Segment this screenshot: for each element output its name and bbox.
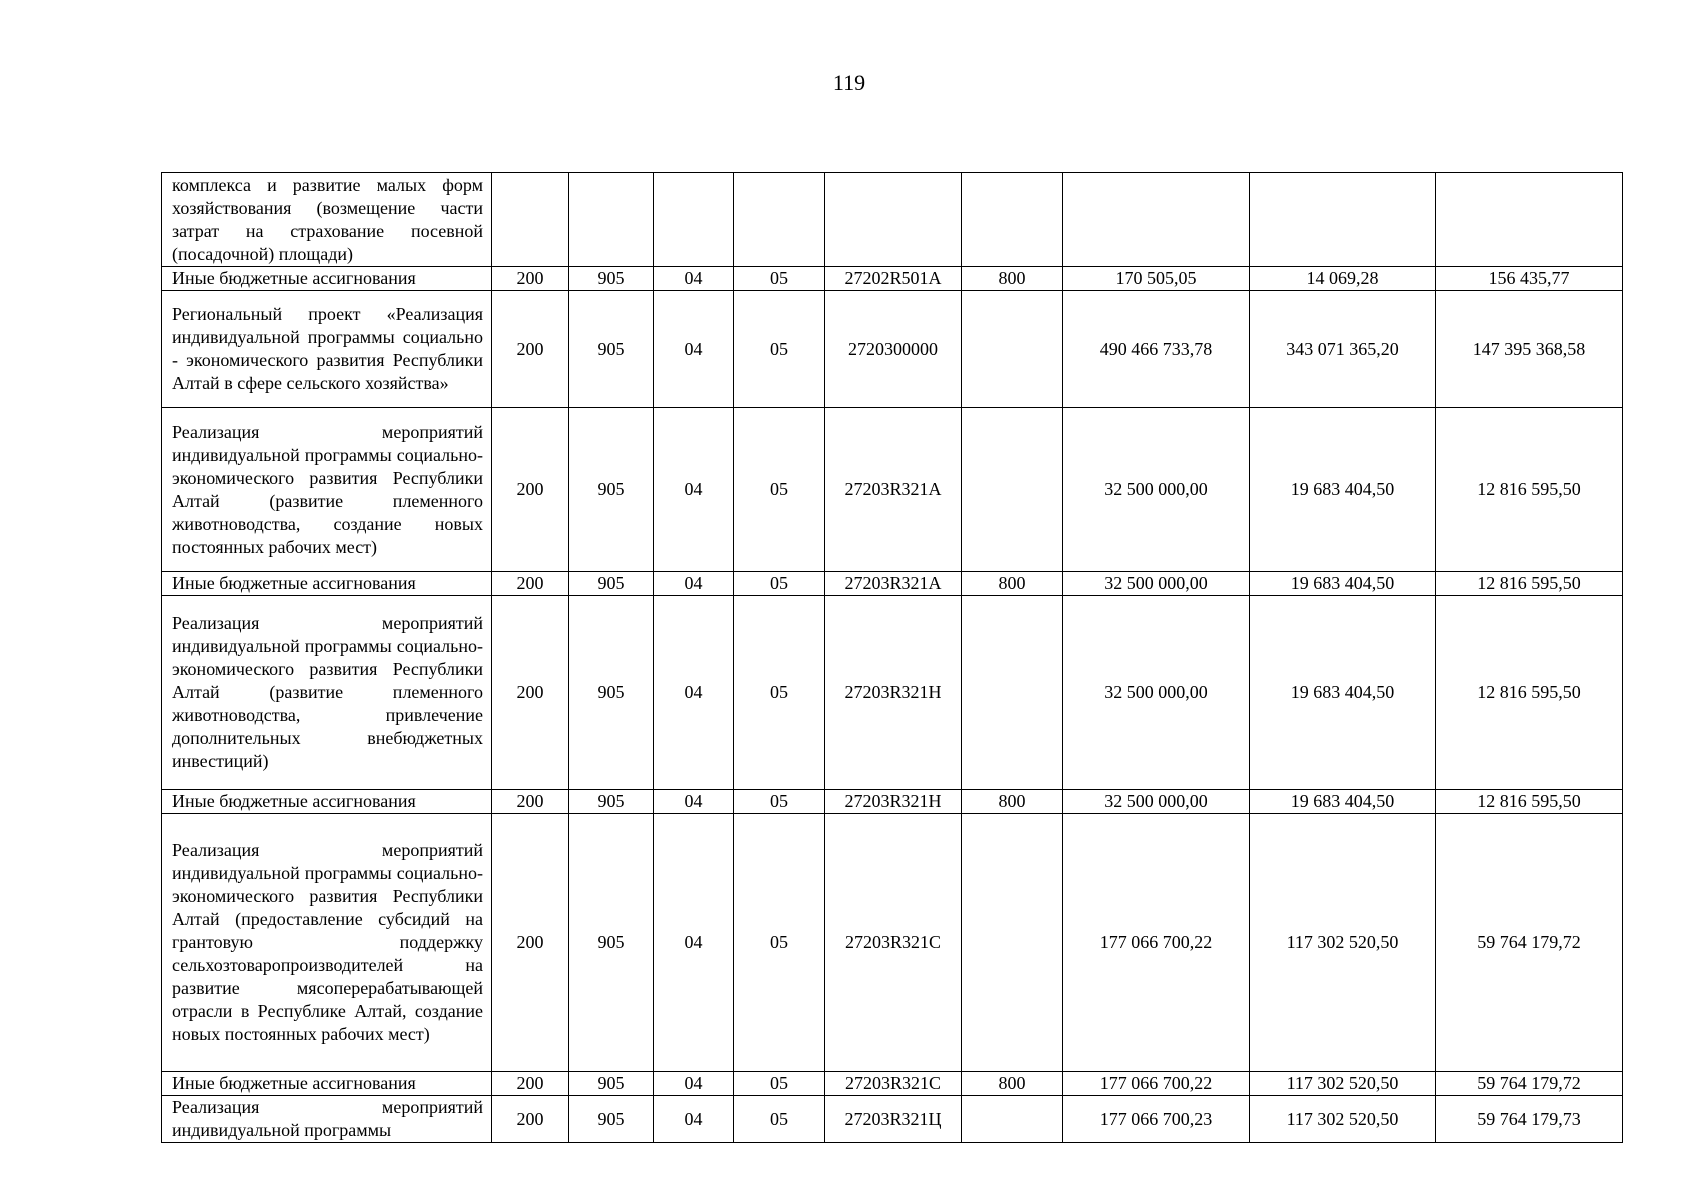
budget-code-cell: [492, 291, 569, 408]
ministry-code-cell: [569, 173, 654, 267]
federal-amount-cell: [1250, 1096, 1436, 1143]
subsection-cell: [734, 572, 825, 596]
budget-code-cell: [492, 267, 569, 291]
budget-code-text: 200: [516, 268, 544, 288]
regional-amount-text: 147 395 368,58: [1472, 338, 1586, 359]
section-cell: [654, 267, 734, 291]
subsection-text: 05: [770, 791, 788, 811]
section-cell: [654, 291, 734, 408]
federal-amount-cell: [1250, 1072, 1436, 1096]
expense-type-cell: [962, 173, 1063, 267]
regional-amount-text: 12 816 595,50: [1477, 791, 1581, 811]
regional-amount-cell: [1436, 291, 1623, 408]
budget-code-cell: [492, 572, 569, 596]
regional-amount-cell: [1436, 267, 1623, 291]
regional-amount-cell: [1436, 1096, 1623, 1143]
total-amount-text: 177 066 700,23: [1099, 1108, 1213, 1129]
federal-amount-cell: [1250, 267, 1436, 291]
target-article-cell: [825, 814, 962, 1072]
table-row: [162, 572, 1623, 596]
target-article-text: 27203R321A: [844, 573, 942, 593]
subsection-text: 05: [770, 1108, 788, 1129]
total-amount-cell: [1063, 408, 1250, 572]
description-text: Реализация мероприятий индивидуальной программы: [172, 1097, 483, 1140]
subsection-cell: [734, 267, 825, 291]
total-amount-cell: [1063, 267, 1250, 291]
regional-amount-text: 12 816 595,50: [1477, 573, 1581, 593]
total-amount-text: 32 500 000,00: [1104, 573, 1208, 593]
description-text: Региональный проект «Реализация индивидуальной программы социально - экономического развития Республики Алтай в сфере сельского хозяйства»: [172, 304, 483, 393]
ministry-code-cell: [569, 790, 654, 814]
target-article-cell: [825, 291, 962, 408]
table-row: [162, 596, 1623, 790]
target-article-cell: [825, 572, 962, 596]
ministry-code-text: 905: [597, 791, 625, 811]
target-article-text: 2720300000: [848, 338, 938, 359]
target-article-cell: [825, 408, 962, 572]
ministry-code-text: 905: [597, 479, 625, 499]
budget-code-text: 200: [516, 1073, 544, 1093]
table-row: [162, 1072, 1623, 1096]
budget-code-cell: [492, 596, 569, 790]
budget-table-body: [162, 173, 1623, 1143]
table-row: [162, 267, 1623, 291]
subsection-cell: [734, 1072, 825, 1096]
target-article-text: 27203R321A: [844, 479, 942, 499]
table-row: [162, 1096, 1623, 1143]
subsection-cell: [734, 790, 825, 814]
regional-amount-cell: [1436, 790, 1623, 814]
description-text: Реализация мероприятий индивидуальной программы социально-экономического развития Республики Алтай (развитие племенного животноводства, создание новых постоянных рабочих мест): [172, 421, 483, 557]
total-amount-text: 177 066 700,22: [1099, 1073, 1213, 1093]
target-article-cell: [825, 596, 962, 790]
expense-type-cell: [962, 596, 1063, 790]
target-article-text: 27203R321C: [844, 1073, 941, 1093]
regional-amount-cell: [1436, 572, 1623, 596]
expense-type-cell: [962, 572, 1063, 596]
target-article-cell: [825, 1096, 962, 1143]
ministry-code-text: 905: [597, 932, 625, 952]
expense-type-text: 800: [998, 573, 1026, 593]
section-cell: [654, 596, 734, 790]
regional-amount-cell: [1436, 408, 1623, 572]
expense-type-cell: [962, 790, 1063, 814]
federal-amount-text: 19 683 404,50: [1290, 682, 1395, 702]
budget-code-cell: [492, 790, 569, 814]
total-amount-cell: [1063, 572, 1250, 596]
section-text: 04: [684, 338, 703, 359]
section-cell: [654, 814, 734, 1072]
expense-type-cell: [962, 814, 1063, 1072]
budget-code-text: 200: [516, 1108, 544, 1129]
federal-amount-cell: [1250, 408, 1436, 572]
subsection-cell: [734, 408, 825, 572]
description-text: Реализация мероприятий индивидуальной программы социально-экономического развития Республики Алтай (развитие племенного животноводства, привлечение дополнительных внебюджетных инвестиций): [172, 613, 483, 771]
total-amount-cell: [1063, 173, 1250, 267]
total-amount-text: 32 500 000,00: [1104, 791, 1208, 811]
description-cell: [162, 1072, 492, 1096]
section-cell: [654, 572, 734, 596]
expense-type-cell: [962, 1096, 1063, 1143]
description-cell: [162, 408, 492, 572]
section-text: 04: [684, 682, 703, 702]
ministry-code-text: 905: [597, 573, 625, 593]
budget-code-cell: [492, 173, 569, 267]
target-article-cell: [825, 267, 962, 291]
federal-amount-cell: [1250, 291, 1436, 408]
section-text: 04: [684, 268, 703, 288]
regional-amount-cell: [1436, 596, 1623, 790]
table-row: [162, 790, 1623, 814]
section-text: 04: [684, 932, 703, 952]
total-amount-cell: [1063, 1096, 1250, 1143]
description-cell: [162, 173, 492, 267]
subsection-text: 05: [770, 1073, 788, 1093]
federal-amount-text: 117 302 520,50: [1286, 932, 1399, 952]
federal-amount-text: 14 069,28: [1306, 268, 1379, 288]
description-text: Иные бюджетные ассигнования: [172, 791, 416, 811]
description-cell: [162, 267, 492, 291]
subsection-text: 05: [770, 338, 788, 359]
budget-code-text: 200: [516, 932, 544, 952]
federal-amount-text: 19 683 404,50: [1290, 791, 1395, 811]
regional-amount-cell: [1436, 173, 1623, 267]
subsection-cell: [734, 814, 825, 1072]
subsection-text: 05: [770, 268, 788, 288]
section-cell: [654, 1072, 734, 1096]
budget-code-text: 200: [516, 479, 544, 499]
budget-code-text: 200: [516, 682, 544, 702]
total-amount-cell: [1063, 596, 1250, 790]
subsection-text: 05: [770, 479, 788, 499]
description-text: Иные бюджетные ассигнования: [172, 268, 416, 288]
regional-amount-text: 59 764 179,73: [1477, 1108, 1581, 1129]
description-cell: [162, 291, 492, 408]
subsection-cell: [734, 1096, 825, 1143]
expense-type-text: 800: [998, 791, 1026, 811]
regional-amount-text: 156 435,77: [1488, 268, 1570, 288]
subsection-text: 05: [770, 932, 788, 952]
expense-type-cell: [962, 267, 1063, 291]
total-amount-text: 32 500 000,00: [1104, 479, 1208, 499]
regional-amount-text: 12 816 595,50: [1477, 479, 1581, 499]
description-cell: [162, 596, 492, 790]
ministry-code-text: 905: [597, 1108, 625, 1129]
federal-amount-cell: [1250, 596, 1436, 790]
description-cell: [162, 572, 492, 596]
table-row: [162, 291, 1623, 408]
budget-code-text: 200: [516, 573, 544, 593]
budget-code-cell: [492, 814, 569, 1072]
section-text: 04: [684, 479, 703, 499]
section-text: 04: [684, 791, 703, 811]
budget-code-text: 200: [516, 338, 544, 359]
target-article-text: 27203R321H: [844, 682, 942, 702]
ministry-code-text: 905: [597, 268, 625, 288]
federal-amount-cell: [1250, 790, 1436, 814]
expense-type-cell: [962, 291, 1063, 408]
section-text: 04: [684, 573, 703, 593]
total-amount-text: 32 500 000,00: [1104, 682, 1208, 702]
regional-amount-text: 59 764 179,72: [1477, 932, 1581, 952]
budget-table: [161, 172, 1623, 1143]
budget-code-cell: [492, 1096, 569, 1143]
ministry-code-cell: [569, 267, 654, 291]
description-cell: [162, 814, 492, 1072]
subsection-cell: [734, 173, 825, 267]
federal-amount-cell: [1250, 572, 1436, 596]
federal-amount-cell: [1250, 814, 1436, 1072]
subsection-cell: [734, 596, 825, 790]
target-article-text: 27203R321C: [844, 932, 941, 952]
expense-type-text: 800: [998, 268, 1026, 288]
description-cell: [162, 1096, 492, 1143]
total-amount-text: 490 466 733,78: [1099, 338, 1213, 359]
total-amount-cell: [1063, 1072, 1250, 1096]
budget-code-text: 200: [516, 791, 544, 811]
ministry-code-cell: [569, 814, 654, 1072]
federal-amount-text: 19 683 404,50: [1290, 479, 1395, 499]
federal-amount-text: 117 302 520,50: [1286, 1108, 1399, 1129]
section-cell: [654, 790, 734, 814]
federal-amount-text: 117 302 520,50: [1286, 1073, 1399, 1093]
section-cell: [654, 408, 734, 572]
expense-type-cell: [962, 1072, 1063, 1096]
total-amount-text: 177 066 700,22: [1099, 932, 1213, 952]
table-row: [162, 408, 1623, 572]
ministry-code-cell: [569, 596, 654, 790]
description-cell: [162, 790, 492, 814]
federal-amount-cell: [1250, 173, 1436, 267]
ministry-code-cell: [569, 1096, 654, 1143]
target-article-text: 27202R501A: [844, 268, 942, 288]
federal-amount-text: 343 071 365,20: [1286, 338, 1399, 359]
ministry-code-text: 905: [597, 338, 625, 359]
description-text: Реализация мероприятий индивидуальной программы социально-экономического развития Республики Алтай (предоставление субсидий на грантовую поддержку сельхозтоваропроизводителей на развитие мясоперерабатывающей отрасли в Республике Алтай, создание новых постоянных рабочих мест): [172, 840, 483, 1044]
ministry-code-cell: [569, 572, 654, 596]
total-amount-cell: [1063, 291, 1250, 408]
section-text: 04: [684, 1073, 703, 1093]
description-text: комплекса и развитие малых форм хозяйствования (возмещение части затрат на страхование посевной (посадочной) площади): [172, 174, 483, 264]
ministry-code-text: 905: [597, 1073, 625, 1093]
regional-amount-cell: [1436, 814, 1623, 1072]
section-text: 04: [684, 1108, 703, 1129]
ministry-code-cell: [569, 291, 654, 408]
federal-amount-text: 19 683 404,50: [1290, 573, 1395, 593]
regional-amount-text: 59 764 179,72: [1477, 1073, 1581, 1093]
target-article-cell: [825, 1072, 962, 1096]
subsection-text: 05: [770, 682, 788, 702]
total-amount-cell: [1063, 814, 1250, 1072]
subsection-text: 05: [770, 573, 788, 593]
regional-amount-cell: [1436, 1072, 1623, 1096]
subsection-cell: [734, 291, 825, 408]
target-article-text: 27203R321H: [844, 791, 942, 811]
table-row: [162, 814, 1623, 1072]
budget-code-cell: [492, 1072, 569, 1096]
budget-code-cell: [492, 408, 569, 572]
table-row: [162, 173, 1623, 267]
section-cell: [654, 173, 734, 267]
regional-amount-text: 12 816 595,50: [1477, 682, 1581, 702]
total-amount-cell: [1063, 790, 1250, 814]
description-text: Иные бюджетные ассигнования: [172, 1073, 416, 1093]
expense-type-text: 800: [998, 1073, 1026, 1093]
target-article-text: 27203R321Ц: [844, 1108, 942, 1129]
section-cell: [654, 1096, 734, 1143]
expense-type-cell: [962, 408, 1063, 572]
target-article-cell: [825, 173, 962, 267]
ministry-code-cell: [569, 1072, 654, 1096]
page-number: 119: [832, 70, 866, 95]
ministry-code-text: 905: [597, 682, 625, 702]
target-article-cell: [825, 790, 962, 814]
ministry-code-cell: [569, 408, 654, 572]
total-amount-text: 170 505,05: [1115, 268, 1197, 288]
description-text: Иные бюджетные ассигнования: [172, 573, 416, 593]
